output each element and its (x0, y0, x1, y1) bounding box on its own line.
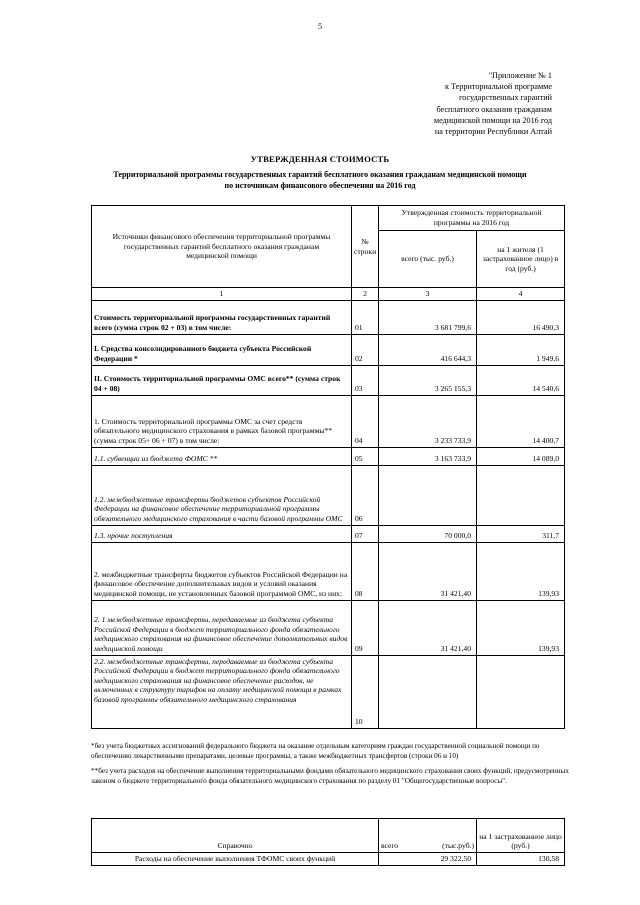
row-per-capita: 14 400,7 (477, 395, 565, 447)
reference-row-label: Расходы на обеспечение выполнения ТФОМС своих функций (92, 853, 379, 866)
row-code: 03 (352, 365, 379, 395)
row-label: 1. Стоимость территориальной программы ОМС за счет средств обязательного медицинского страхования в рамках базовой программы** (сумма строк 05+ 06 + 07) в том числе: (92, 395, 352, 447)
reference-row-per: 130,58 (477, 853, 565, 866)
table-row (92, 853, 565, 866)
row-per-capita: 16 490,3 (477, 300, 565, 334)
row-code: 06 (352, 465, 379, 525)
table-row (92, 655, 565, 728)
row-label: 2. 1 межбюджетные трансферты, передаваемые из бюджета субъекта Российской Федерации в бюджет территориального фонда обязательного медицинского страхования на финансовое обеспечение дополнительных видов медицинской помощи (92, 600, 352, 655)
row-per-capita: 139,93 (477, 542, 565, 600)
row-code: 08 (352, 542, 379, 600)
subtitle-line: по источникам финансового обеспечения на 2016 год (224, 181, 416, 190)
reference-label: Справочно (92, 819, 379, 853)
row-code: 09 (352, 600, 379, 655)
row-total: 70 000,0 (379, 525, 477, 542)
table-row (92, 525, 565, 542)
page-number: 5 (318, 22, 322, 31)
row-total: 3 265 155,3 (379, 365, 477, 395)
table-row (92, 334, 565, 365)
footnote-2: **без учета расходов на обеспечение выполнения территориальными фондами обязательного медицинского страхования своих функций, предусмотренных законом о бюджете территориального фонда обязательного медицинского страхования по разделу 01 "Общегосударственные вопросы". (91, 767, 569, 785)
row-label: 1.2. межбюджетные трансферты бюджетов субъектов Российской Федерации на финансовое обеспечение территориальной программы обязательного медицинского страхования в части базовой программы ОМС (92, 465, 352, 525)
document-title: УТВЕРЖДЕННАЯ СТОИМОСТЬ (250, 154, 390, 164)
row-per-capita: 139,93 (477, 600, 565, 655)
col-number-1: 1 (92, 288, 352, 301)
appendix-line: к Территориальной программе (444, 82, 552, 92)
col-number-3: 3 (379, 288, 477, 301)
row-code: 02 (352, 334, 379, 365)
reference-header-total (379, 819, 477, 853)
footnote-1: *без учета бюджетных ассигнований федерального бюджета на оказание отдельным категориям граждан государственной социальной помощи по обеспечению лекарственными препаратами, целевые программы, а также межбюджетных трансфертов (строки 06 и 10) (91, 742, 540, 760)
row-label: 2. межбюджетные трансферты бюджетов субъектов Российской Федерации на финансовое обеспечение дополнительных видов и условий оказания медицинской помощи, не установленных базовой программой ОМС, из них: (92, 542, 352, 600)
header-per-capita: на 1 жителя (1 застрахованное лицо) в год (руб.) (477, 231, 565, 288)
appendix-caption (332, 70, 552, 137)
table-row (92, 447, 565, 465)
row-label: 2.2. межбюджетные трансферты, передаваемые из бюджета субъекта Российской Федерации в бюджет территориального фонда обязательного медицинского страхования на финансовое обеспечение расходов, не включенных в структуру тарифов на оплату медицинской помощи в рамках базовой программы обязательного медицинского страхования (92, 655, 352, 728)
row-total: 31 421,40 (379, 542, 477, 600)
row-per-capita: 14 089,0 (477, 447, 565, 465)
header-source: Источники финансового обеспечения территориальной программы государственных гарантий бесплатного оказания гражданам медицинской помощи (92, 206, 352, 288)
table-row (92, 395, 565, 447)
row-per-capita: 1 949,6 (477, 334, 565, 365)
row-label: Стоимость территориальной программы государственных гарантий всего (сумма строк 02 + 03) в том числе: (92, 300, 352, 334)
row-total (379, 655, 477, 728)
row-total: 3 681 799,6 (379, 300, 477, 334)
row-code: 01 (352, 300, 379, 334)
header-approved-cost: Утвержденная стоимость территориальной программы на 2016 год (379, 206, 565, 231)
cost-table (91, 205, 565, 729)
col-number-4: 4 (477, 288, 565, 301)
row-total: 3 233 733,9 (379, 395, 477, 447)
row-label: 1.1. субвенции из бюджета ФОМС ** (92, 447, 352, 465)
document-subtitle (60, 169, 580, 191)
footnotes (91, 742, 569, 792)
header-total: всего (тыс. руб.) (379, 231, 477, 288)
row-per-capita (477, 655, 565, 728)
table-row (92, 300, 565, 334)
row-per-capita: 14 540,6 (477, 365, 565, 395)
row-label: I. Средства консолидированного бюджета субъекта Российской Федерации * (92, 334, 352, 365)
row-code: 07 (352, 525, 379, 542)
appendix-line: бесплатного оказания гражданам (436, 104, 552, 114)
row-total: 3 163 733,9 (379, 447, 477, 465)
row-total (379, 465, 477, 525)
reference-total-word: всего (381, 841, 399, 851)
appendix-line: на территории Республики Алтай (434, 127, 552, 137)
row-per-capita (477, 465, 565, 525)
reference-row-total: 29 322,50 (379, 853, 477, 866)
appendix-line: "Приложение № 1 (488, 71, 552, 80)
col-number-2: 2 (352, 288, 379, 301)
row-code: 10 (352, 655, 379, 728)
row-label: 1.3. прочие поступления (92, 525, 352, 542)
reference-total-unit: (тыс.руб.) (442, 841, 474, 851)
table-row (92, 600, 565, 655)
row-code: 05 (352, 447, 379, 465)
row-label: II. Стоимость территориальной программы ОМС всего** (сумма строк 04 + 08) (92, 365, 352, 395)
subtitle-line: Территориальной программы государственных гарантий бесплатного оказания гражданам медицинской помощи (113, 170, 527, 179)
table-row (92, 542, 565, 600)
table-row (92, 465, 565, 525)
row-code: 04 (352, 395, 379, 447)
reference-table (91, 818, 565, 866)
row-total: 416 644,3 (379, 334, 477, 365)
appendix-line: государственных гарантий (459, 93, 552, 103)
appendix-line: медицинской помощи на 2016 год (433, 115, 552, 125)
table-row (92, 365, 565, 395)
header-row-number: № строки (352, 206, 379, 288)
reference-header-per: на 1 застрахованное лицо (руб.) (477, 819, 565, 853)
row-total: 31 421,40 (379, 600, 477, 655)
row-per-capita: 311,7 (477, 525, 565, 542)
